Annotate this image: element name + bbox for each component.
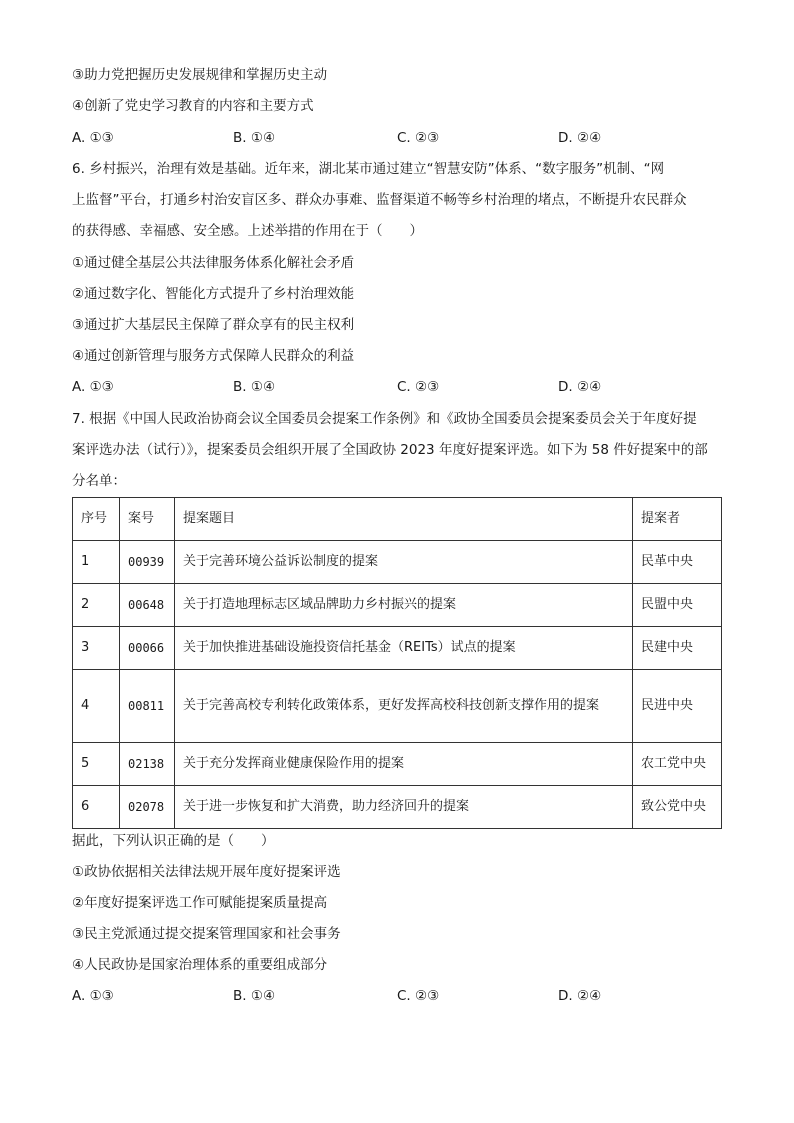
q5-options	[72, 123, 732, 154]
q7-stem-line-2: 案评选办法（试行）》，提案委员会组织开展了全国政协 2023 年度好提案评选。如下为 58 件好提案中的部	[72, 442, 708, 458]
q7-option-b[interactable]: B. ①④	[233, 988, 276, 1004]
q6-option-d[interactable]: D. ②④	[558, 379, 602, 395]
q7-statement-1: ①政协依据相关法律法规开展年度好提案评选	[72, 864, 341, 880]
cell-case-no: 02078	[120, 786, 175, 829]
q7-option-d[interactable]: D. ②④	[558, 988, 602, 1004]
table-row	[73, 541, 722, 584]
cell-title: 关于进一步恢复和扩大消费，助力经济回升的提案	[175, 786, 633, 829]
cell-proposer: 民进中央	[633, 670, 722, 743]
cell-proposer: 民盟中央	[633, 584, 722, 627]
q6-statement-3: ③通过扩大基层民主保障了群众享有的民主权利	[72, 317, 355, 333]
table-header-row	[73, 498, 722, 541]
q6-option-a[interactable]: A. ①③	[72, 379, 114, 395]
cell-title: 关于完善高校专利转化政策体系，更好发挥高校科技创新支撑作用的提案	[175, 670, 633, 743]
header-proposer: 提案者	[633, 498, 722, 541]
cell-title: 关于完善环境公益诉讼制度的提案	[175, 541, 633, 584]
q7-question: 据此，下列认识正确的是（ ）	[72, 833, 275, 849]
table-row	[73, 584, 722, 627]
q6-stem-line-1: 6. 乡村振兴，治理有效是基础。近年来，湖北某市通过建立“智慧安防”体系、“数字服务”机制、“网	[72, 161, 665, 177]
header-title: 提案题目	[175, 498, 633, 541]
q7-stem-line-1: 7. 根据《中国人民政治协商会议全国委员会提案工作条例》和《政协全国委员会提案委员会关于年度好提	[72, 411, 697, 427]
q6-options	[72, 372, 732, 403]
cell-title: 关于加快推进基础设施投资信托基金（REITs）试点的提案	[175, 627, 633, 670]
q7-stem-line-3: 分名单：	[72, 473, 126, 489]
cell-serial: 2	[73, 584, 120, 627]
q5-option-b[interactable]: B. ①④	[233, 130, 276, 146]
cell-title: 关于充分发挥商业健康保险作用的提案	[175, 743, 633, 786]
q7-option-a[interactable]: A. ①③	[72, 988, 114, 1004]
q6-stem-line-2: 上监督”平台，打通乡村治安盲区多、群众办事难、监督渠道不畅等乡村治理的堵点，不断提升农民群众	[72, 192, 687, 208]
q6-option-c[interactable]: C. ②③	[397, 379, 440, 395]
q7-statement-2: ②年度好提案评选工作可赋能提案质量提高	[72, 895, 328, 911]
q5-statement-3: ③助力党把握历史发展规律和掌握历史主动	[72, 67, 328, 83]
cell-proposer: 农工党中央	[633, 743, 722, 786]
cell-title: 关于打造地理标志区域品牌助力乡村振兴的提案	[175, 584, 633, 627]
cell-proposer: 致公党中央	[633, 786, 722, 829]
q5-option-a[interactable]: A. ①③	[72, 130, 114, 146]
header-case-no: 案号	[120, 498, 175, 541]
q7-option-c[interactable]: C. ②③	[397, 988, 440, 1004]
q6-statement-1: ①通过健全基层公共法律服务体系化解社会矛盾	[72, 255, 355, 271]
q7-statement-3: ③民主党派通过提交提案管理国家和社会事务	[72, 926, 341, 942]
cell-case-no: 00648	[120, 584, 175, 627]
q6-statement-2: ②通过数字化、智能化方式提升了乡村治理效能	[72, 286, 355, 302]
q6-statement-4: ④通过创新管理与服务方式保障人民群众的利益	[72, 348, 355, 364]
q6-option-b[interactable]: B. ①④	[233, 379, 276, 395]
table-row	[73, 670, 722, 743]
table-row	[73, 627, 722, 670]
cell-serial: 5	[73, 743, 120, 786]
table-row	[73, 743, 722, 786]
cell-case-no: 00066	[120, 627, 175, 670]
proposal-table	[72, 497, 722, 829]
q7-statement-4: ④人民政协是国家治理体系的重要组成部分	[72, 957, 328, 973]
cell-case-no: 00811	[120, 670, 175, 743]
cell-serial: 6	[73, 786, 120, 829]
cell-proposer: 民建中央	[633, 627, 722, 670]
q7-options	[72, 981, 732, 1012]
cell-case-no: 02138	[120, 743, 175, 786]
header-serial: 序号	[73, 498, 120, 541]
q5-option-d[interactable]: D. ②④	[558, 130, 602, 146]
q6-stem-line-3: 的获得感、幸福感、安全感。上述举措的作用在于（ ）	[72, 223, 423, 239]
cell-case-no: 00939	[120, 541, 175, 584]
cell-proposer: 民革中央	[633, 541, 722, 584]
table-row	[73, 786, 722, 829]
q5-option-c[interactable]: C. ②③	[397, 130, 440, 146]
q5-statement-4: ④创新了党史学习教育的内容和主要方式	[72, 98, 314, 114]
cell-serial: 4	[73, 670, 120, 743]
cell-serial: 3	[73, 627, 120, 670]
cell-serial: 1	[73, 541, 120, 584]
